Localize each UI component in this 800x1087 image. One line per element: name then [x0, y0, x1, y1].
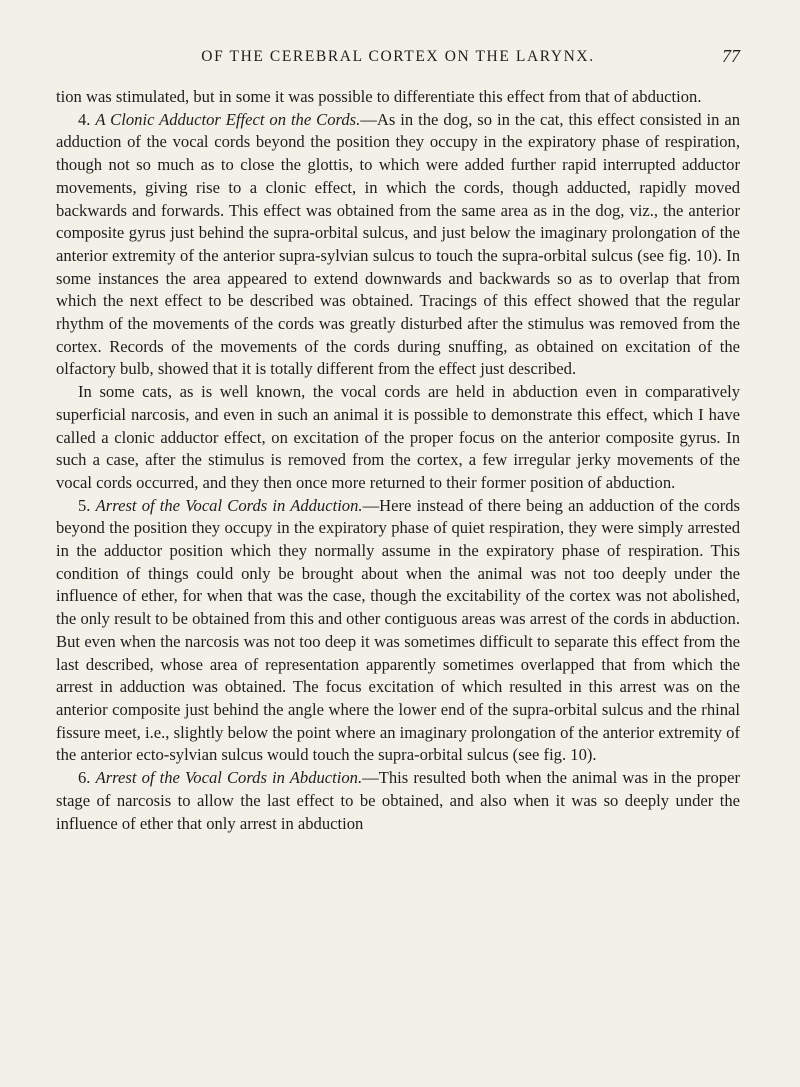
section-heading: Arrest of the Vocal Cords in Abduction. — [95, 768, 363, 788]
paragraph-text: —As in the dog, so in the cat, this effect consisted in an adduction of the vocal cords beyond the position they occupy in the expiratory phase of respiration, though not so much as to close the glottis, to which were added further rapid interrupted adductor movements, giving rise to a clonic effect, in which the cords, though adducted, rapidly moved backwards and forwards. This effect was obtained from the same area as in the dog, viz., the anterior composite gyrus just behind the supra-orbital sulcus, and just below the imaginary prolongation of the anterior extremity of the anterior supra-sylvian sulcus to touch the supra-orbital sulcus (see fig. 10). In some instances the area appeared to extend downwards and backwards so as to overlap that from which the next effect to be described was obtained. Tracings of this effect showed that the regular rhythm of the movements of the cords was greatly disturbed after the stimulus was removed from the cortex. Records of the movements of the cords during snuffing, as obtained on excitation of the olfactory bulb, showed that it is totally different from the effect just described. — [56, 109, 741, 379]
page-number: 77 — [722, 46, 740, 66]
paragraph-text: —This resulted both when the animal was in the proper stage of narcosis to allow the last effect to be obtained, and also when it was so deeply under the influence of ether that only arrest in abduction — [56, 768, 740, 833]
paragraph-text: In some cats, as is well known, the vocal cords are held in abduction even in comparatively superficial narcosis, and even in such an animal it is possible to demonstrate this effect, which I have called a clonic adductor effect, on excitation of the proper focus on the anterior composite gyrus. In such a case, after the stimulus is removed from the cortex, a few irregular jerky movements of the vocal cords occurred, and they then once more returned to their former position of abduction. — [56, 382, 740, 492]
paragraph-cats-abduction — [56, 381, 740, 495]
paragraph-clonic-adductor-effect — [56, 109, 740, 381]
paragraph-text: tion was stimulated, but in some it was possible to differentiate this effect from that of abduction. — [56, 87, 702, 106]
running-title: OF THE CEREBRAL CORTEX ON THE LARYNX. — [201, 48, 595, 65]
paragraph-text: —Here instead of there being an adduction of the cords beyond the position they occupy in the expiratory phase of quiet respiration, they were simply arrested in the adductor position which they normally assume in the expiratory phase of respiration. This condition of things could only be brought about when the animal was not too deeply under the influence of ether, for when that was the case, though the excitability of the cortex was not abolished, the only result to be obtained from this and other contiguous areas was arrest of the cords in abduction. But even when the narcosis was not too deep it was sometimes difficult to separate this effect from the last described, whose area of representation apparently sometimes overlapped that from which the arrest in adduction was obtained. The focus excitation of which resulted in this arrest was on the anterior composite just behind the angle where the lower end of the supra-orbital sulcus and the rhinal fissure meet, i.e., slightly below the point where an imaginary prolongation of the anterior extremity of the anterior ecto-sylvian sulcus would touch the supra-orbital sulcus (see fig. 10). — [56, 495, 740, 765]
section-number: 5. — [78, 495, 91, 515]
section-number: 4. — [78, 109, 91, 129]
section-number: 6. — [78, 768, 91, 788]
section-heading: Arrest of the Vocal Cords in Adduction. — [95, 495, 363, 515]
section-heading: A Clonic Adductor Effect on the Cords. — [95, 109, 361, 129]
running-head — [56, 48, 740, 72]
body-text — [56, 86, 740, 835]
paragraph-arrest-in-abduction — [56, 767, 740, 835]
paragraph-arrest-in-adduction — [56, 495, 740, 767]
paragraph-continuation — [56, 86, 740, 109]
